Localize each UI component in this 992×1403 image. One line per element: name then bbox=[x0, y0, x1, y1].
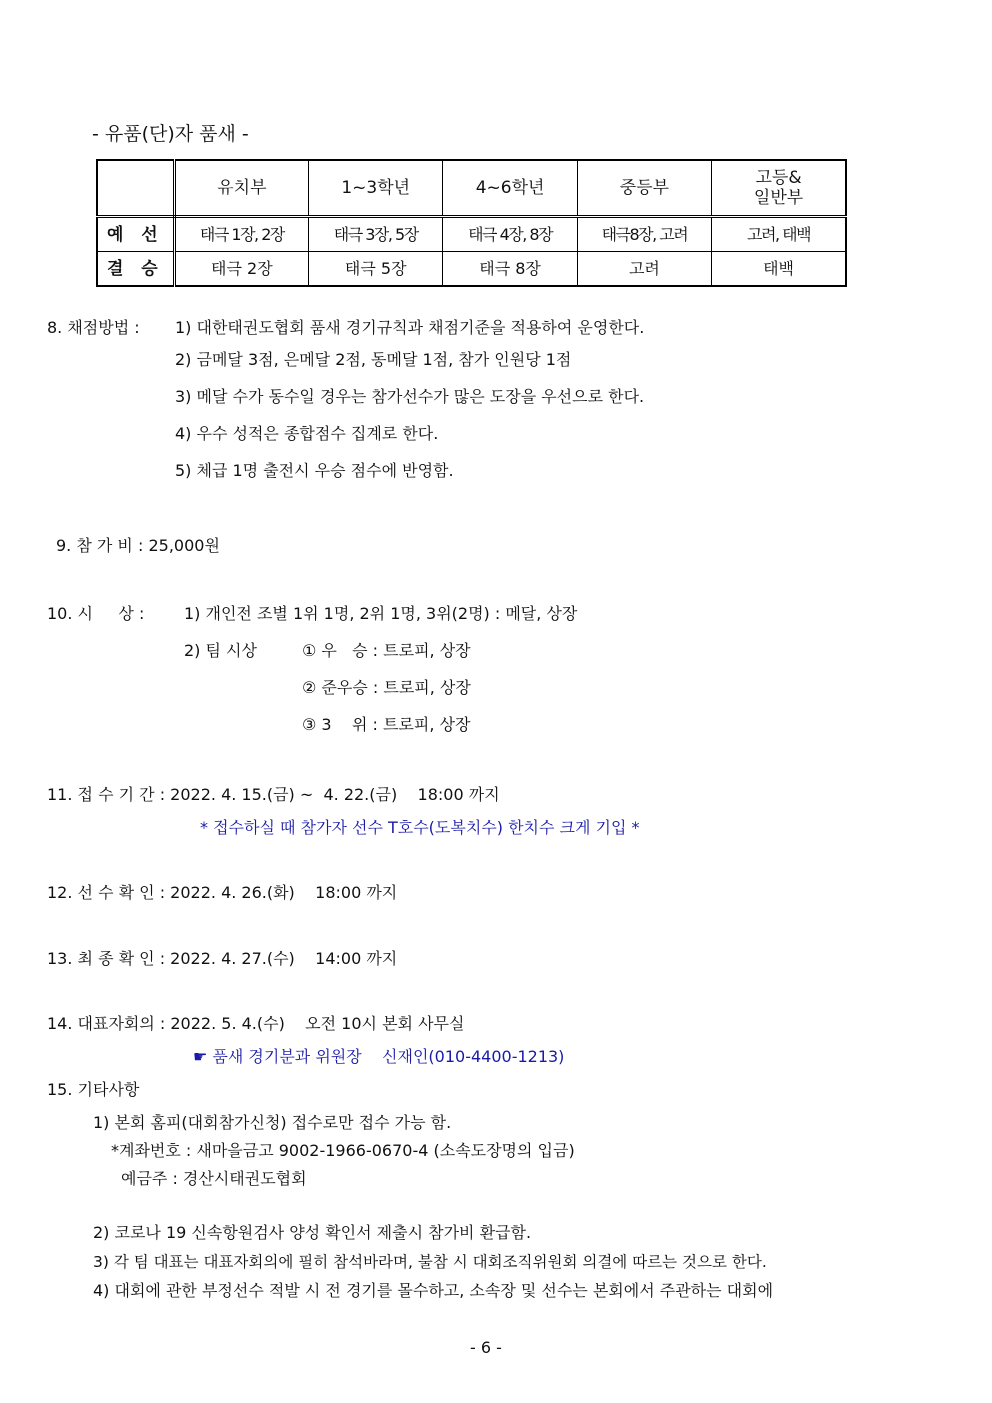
header-line: 고등& bbox=[755, 168, 802, 188]
table-cell: 태극 8장 bbox=[443, 252, 577, 287]
table-cell: 고려 bbox=[577, 252, 711, 287]
s15-holder: 예금주 : 경산시태권도협회 bbox=[121, 1169, 307, 1188]
s13-final: 13. 최 종 확 인 : 2022. 4. 27.(수) 14:00 까지 bbox=[47, 949, 398, 968]
section-title: - 유품(단)자 품새 - bbox=[92, 123, 249, 145]
table-cell: 태극 4장, 8장 bbox=[443, 217, 577, 252]
s10-team-2: ② 준우승 : 트로피, 상장 bbox=[302, 678, 471, 697]
page-number: - 6 - bbox=[470, 1338, 502, 1357]
s15-label: 15. 기타사항 bbox=[47, 1080, 140, 1099]
s15-item-3: 3) 각 팀 대표는 대표자회의에 필히 참석바라며, 불참 시 대회조직위원회 의결에 따르는 것으로 한다. bbox=[93, 1253, 767, 1271]
s9-fee: 9. 참 가 비 : 25,000원 bbox=[56, 536, 220, 555]
table-cell: 고려, 태백 bbox=[712, 217, 846, 252]
table-cell: 태백 bbox=[712, 252, 846, 287]
s10-label: 10. 시 상 : bbox=[47, 604, 145, 623]
s10-team-3: ③ 3 위 : 트로피, 상장 bbox=[302, 715, 471, 734]
table-cell: 태극8장, 고려 bbox=[577, 217, 711, 252]
s8-item-4: 4) 우수 성적은 종합점수 집계로 한다. bbox=[175, 424, 439, 443]
s15-account: *계좌번호 : 새마을금고 9002-1966-0670-4 (소속도장명의 입금) bbox=[111, 1141, 575, 1160]
s14-contact: ☛ 품새 경기분과 위원장 신재인(010-4400-1213) bbox=[193, 1047, 565, 1066]
s10-team-1: ① 우 승 : 트로피, 상장 bbox=[302, 641, 471, 660]
s15-item-1: 1) 본회 홈피(대회참가신청) 접수로만 접수 가능 함. bbox=[93, 1113, 452, 1132]
table-header-cell: 1~3학년 bbox=[309, 160, 443, 217]
s14-meeting: 14. 대표자회의 : 2022. 5. 4.(수) 오전 10시 본회 사무실 bbox=[47, 1014, 465, 1033]
table-row bbox=[97, 252, 846, 287]
s8-item-1: 1) 대한태권도협회 품새 경기규칙과 채점기준을 적용하여 운영한다. bbox=[175, 318, 645, 337]
s8-label: 8. 채점방법 : bbox=[47, 318, 140, 337]
s11-note: * 접수하실 때 참가자 선수 T호수(도복치수) 한치수 크게 기입 * bbox=[200, 818, 640, 837]
header-line: 일반부 bbox=[753, 188, 804, 208]
s10-item-2-label: 2) 팀 시상 bbox=[184, 641, 257, 660]
row-label: 예 선 bbox=[97, 217, 174, 252]
table-header-corner bbox=[97, 160, 174, 217]
s15-item-2: 2) 코로나 19 신속항원검사 양성 확인서 제출시 참가비 환급함. bbox=[93, 1223, 532, 1242]
s11-period: 11. 접 수 기 간 : 2022. 4. 15.(금) ~ 4. 22.(금) 18:00 까지 bbox=[47, 785, 500, 804]
s8-item-2: 2) 금메달 3점, 은메달 2점, 동메달 1점, 참가 인원당 1점 bbox=[175, 350, 572, 369]
table-header-cell bbox=[712, 160, 846, 217]
table-header-cell: 유치부 bbox=[174, 160, 308, 217]
s15-item-4: 4) 대회에 관한 부정선수 적발 시 전 경기를 몰수하고, 소속장 및 선수는 본회에서 주관하는 대회에 bbox=[93, 1281, 774, 1300]
s8-item-5: 5) 체급 1명 출전시 우승 점수에 반영함. bbox=[175, 461, 454, 480]
table-header-cell: 4~6학년 bbox=[443, 160, 577, 217]
poomsae-table bbox=[96, 159, 847, 287]
table-row bbox=[97, 217, 846, 252]
table-cell: 태극 3장, 5장 bbox=[309, 217, 443, 252]
table-cell: 태극 2장 bbox=[174, 252, 308, 287]
s12-confirm: 12. 선 수 확 인 : 2022. 4. 26.(화) 18:00 까지 bbox=[47, 883, 398, 902]
table-cell: 태극 5장 bbox=[309, 252, 443, 287]
row-label: 결 승 bbox=[97, 252, 174, 287]
table-header-cell: 중등부 bbox=[577, 160, 711, 217]
table-header-row bbox=[97, 160, 846, 217]
s8-item-3: 3) 메달 수가 동수일 경우는 참가선수가 많은 도장을 우선으로 한다. bbox=[175, 387, 645, 406]
table-cell: 태극 1장, 2장 bbox=[174, 217, 308, 252]
s10-item-1: 1) 개인전 조별 1위 1명, 2위 1명, 3위(2명) : 메달, 상장 bbox=[184, 604, 578, 623]
